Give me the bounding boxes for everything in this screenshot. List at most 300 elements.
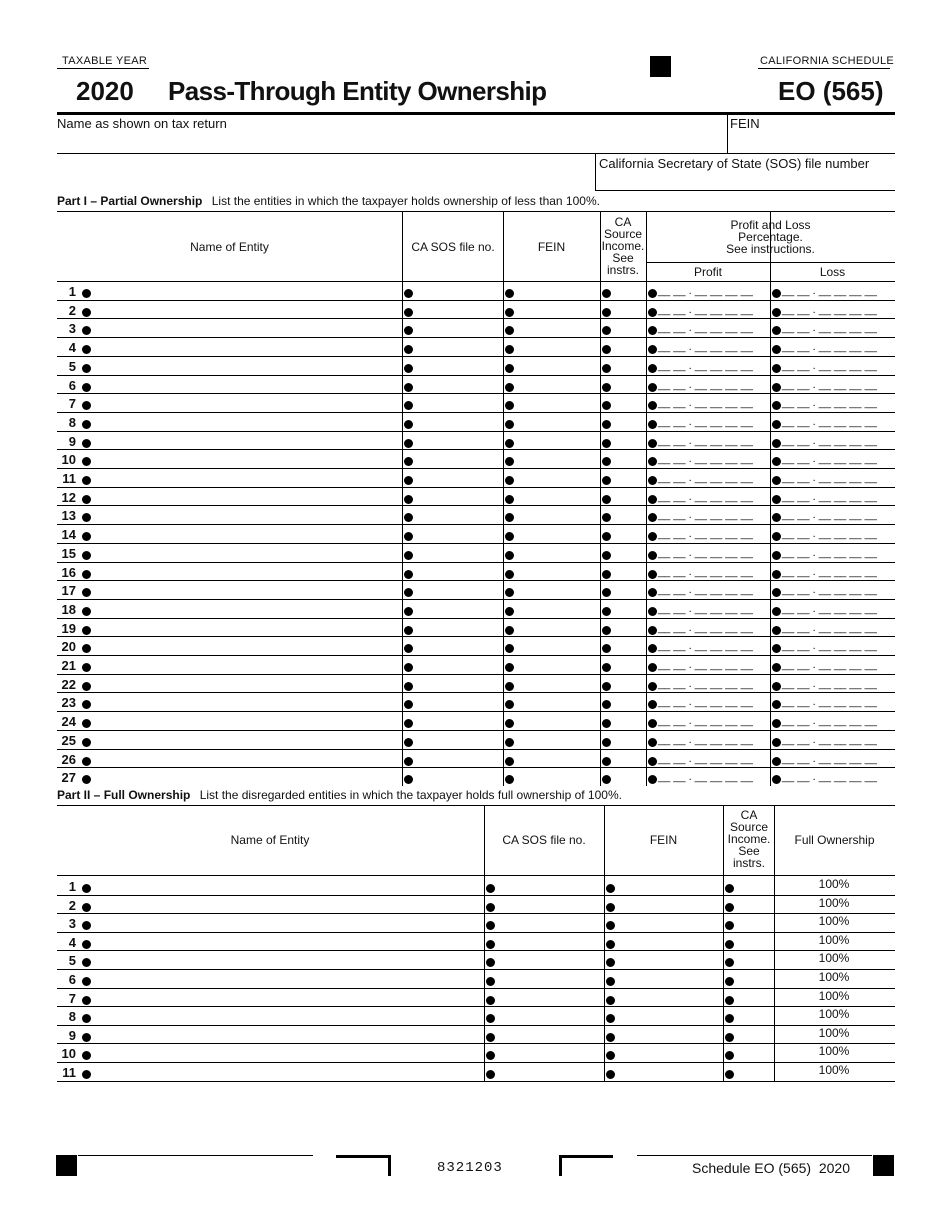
sos-input[interactable]: [498, 952, 600, 968]
entity-name-input[interactable]: [94, 1064, 478, 1080]
loss-percentage-input[interactable]: __ __ . __ __ __ __: [782, 584, 877, 597]
registration-mark-bottom-right: [873, 1155, 894, 1176]
loss-percentage-input[interactable]: __ __ . __ __ __ __: [782, 341, 877, 354]
loss-percentage-input[interactable]: __ __ . __ __ __ __: [782, 490, 877, 503]
fein-divider: [727, 114, 728, 154]
sos-input[interactable]: [416, 433, 498, 449]
fein-input[interactable]: [517, 620, 595, 636]
fein-input[interactable]: [517, 283, 595, 299]
loss-percentage-input[interactable]: __ __ . __ __ __ __: [782, 472, 877, 484]
loss-percentage-input[interactable]: __ __ . __ __ __ __: [782, 378, 877, 391]
fein-input[interactable]: [517, 377, 595, 393]
entity-name-input[interactable]: [94, 489, 394, 505]
ca-source-input[interactable]: [612, 302, 642, 318]
fein-bullet: [505, 439, 514, 448]
fein-input[interactable]: [517, 638, 595, 654]
loss-percentage-input[interactable]: __ __ . __ __ __ __: [782, 640, 877, 653]
fein-input[interactable]: [618, 878, 718, 894]
loss-bullet: [772, 308, 781, 317]
entity-name-input[interactable]: [94, 339, 394, 355]
fein-input[interactable]: [618, 915, 718, 931]
loss-bullet: [772, 757, 781, 766]
fein-input[interactable]: [517, 320, 595, 336]
ca-source-input[interactable]: [612, 489, 642, 505]
sos-input[interactable]: [498, 878, 600, 894]
fein-bullet: [505, 495, 514, 504]
sos-input[interactable]: [416, 601, 498, 617]
form-id: EO (565): [778, 76, 884, 106]
row-number: 6: [68, 972, 76, 987]
part2-col-full: Full Ownership: [794, 833, 875, 847]
ca-source-input[interactable]: [612, 676, 642, 692]
profit-bullet: [648, 308, 657, 317]
sos-input[interactable]: [416, 320, 498, 336]
fein-bullet: [505, 476, 514, 485]
loss-percentage-input[interactable]: __ __ . __ __ __ __: [782, 752, 877, 765]
entity-name-input[interactable]: [94, 582, 394, 598]
sos-input[interactable]: [498, 1064, 600, 1080]
entity-name-input[interactable]: [94, 545, 394, 561]
fein-bullet: [505, 551, 514, 560]
registration-mark-bottom-left: [56, 1155, 77, 1176]
fein-input[interactable]: [517, 601, 595, 617]
profit-percentage-input[interactable]: __ __ . __ __ __ __: [658, 415, 753, 428]
fein-input[interactable]: [517, 582, 595, 598]
ca-source-input[interactable]: [612, 694, 642, 710]
entity-name-input[interactable]: [94, 283, 394, 299]
profit-percentage-input[interactable]: __ __ . __ __ __ __: [658, 490, 753, 503]
sos-input[interactable]: [498, 1027, 600, 1043]
profit-percentage-input[interactable]: __ __ . __ __ __ __: [658, 359, 753, 372]
sos-input[interactable]: [416, 377, 498, 393]
fein-input[interactable]: [618, 990, 718, 1006]
entity-name-input[interactable]: [94, 713, 394, 729]
sos-input[interactable]: [498, 915, 600, 931]
fein-bullet: [606, 1033, 615, 1042]
fein-input[interactable]: [517, 302, 595, 318]
sos-input[interactable]: [498, 897, 600, 913]
loss-percentage-input[interactable]: __ __ . __ __ __ __: [782, 303, 877, 316]
sos-input[interactable]: [416, 769, 498, 785]
sos-input[interactable]: [416, 620, 498, 636]
ca-source-input[interactable]: [737, 934, 771, 950]
ca-source-input[interactable]: [737, 1027, 771, 1043]
loss-bullet: [772, 495, 781, 504]
ca-source-input[interactable]: [612, 395, 642, 411]
fein-input[interactable]: [517, 769, 595, 785]
ca-source-input[interactable]: [737, 1064, 771, 1080]
ca-source-input[interactable]: [737, 1008, 771, 1024]
entity-name-input[interactable]: [94, 507, 394, 523]
ca-source-input[interactable]: [612, 377, 642, 393]
loss-bullet: [772, 626, 781, 635]
sos-bullet: [486, 1070, 495, 1079]
profit-bullet: [648, 495, 657, 504]
fein-input[interactable]: [517, 676, 595, 692]
sos-input[interactable]: [416, 582, 498, 598]
loss-percentage-input[interactable]: __ __ . __ __ __ __: [782, 565, 877, 578]
loss-percentage-input[interactable]: __ __ . __ __ __ __: [782, 434, 877, 447]
fein-input[interactable]: [517, 489, 595, 505]
loss-bullet: [772, 383, 781, 392]
name-field[interactable]: [57, 130, 725, 152]
row-rule: [57, 1081, 895, 1082]
sos-input[interactable]: [416, 414, 498, 430]
row-number: 2: [68, 897, 76, 913]
entity-name-input[interactable]: [94, 620, 394, 636]
entity-name-input[interactable]: [94, 414, 394, 430]
entity-name-input[interactable]: [94, 451, 394, 467]
profit-percentage-input[interactable]: __ __ . __ __ __ __: [658, 659, 753, 671]
ca-source-input[interactable]: [612, 620, 642, 636]
sos-input[interactable]: [498, 934, 600, 950]
loss-percentage-input[interactable]: __ __ . __ __ __ __: [782, 621, 877, 634]
ca-source-input[interactable]: [612, 751, 642, 767]
sos-bullet: [486, 977, 495, 986]
sos-input[interactable]: [498, 971, 600, 987]
ca-source-input[interactable]: [737, 971, 771, 987]
ca-source-input[interactable]: [737, 897, 771, 913]
loss-percentage-input[interactable]: __ __ . __ __ __ __: [782, 546, 877, 559]
ca-source-input[interactable]: [612, 638, 642, 654]
row-number: 9: [68, 433, 76, 449]
ca-source-input[interactable]: [612, 713, 642, 729]
entity-name-input[interactable]: [94, 897, 478, 913]
ca-source-input[interactable]: [737, 990, 771, 1006]
entity-name-bullet: [82, 757, 91, 766]
full-ownership-value: 100%: [818, 1007, 850, 1022]
profit-bullet: [648, 551, 657, 560]
sos-input[interactable]: [416, 545, 498, 561]
sos-input[interactable]: [416, 395, 498, 411]
part2-col-fein: FEIN: [649, 833, 678, 847]
sos-bullet: [404, 570, 413, 579]
profit-percentage-input[interactable]: __ __ . __ __ __ __: [658, 602, 753, 615]
sos-bullet: [404, 607, 413, 616]
fein-field[interactable]: [730, 130, 890, 152]
entity-name-input[interactable]: [94, 751, 394, 767]
ca-source-input[interactable]: [612, 507, 642, 523]
part1-heading: [57, 194, 600, 208]
fein-input[interactable]: [517, 751, 595, 767]
sos-input[interactable]: [416, 638, 498, 654]
loss-percentage-input[interactable]: __ __ . __ __ __ __: [782, 509, 877, 522]
fein-input[interactable]: [517, 507, 595, 523]
entity-name-input[interactable]: [94, 878, 478, 894]
fein-input[interactable]: [618, 952, 718, 968]
sos-input[interactable]: [498, 1045, 600, 1061]
entity-name-input[interactable]: [94, 915, 478, 931]
ca-source-input[interactable]: [612, 339, 642, 355]
sos-input[interactable]: [416, 489, 498, 505]
profit-percentage-input[interactable]: __ __ . __ __ __ __: [658, 397, 753, 410]
entity-name-input[interactable]: [94, 657, 394, 673]
row-number: 16: [61, 564, 76, 580]
profit-bullet: [648, 738, 657, 747]
fein-input[interactable]: [517, 694, 595, 710]
profit-bullet: [648, 383, 657, 392]
row-number: 4: [68, 340, 76, 356]
ca-source-input[interactable]: [612, 769, 642, 785]
ca-source-input[interactable]: [612, 358, 642, 374]
entity-name-input[interactable]: [94, 564, 394, 580]
row-number: 17: [61, 583, 76, 599]
profit-bullet: [648, 663, 657, 672]
ca-source-input[interactable]: [612, 657, 642, 673]
ca-source-input[interactable]: [612, 433, 642, 449]
ca-source-line: instrs.: [732, 856, 765, 870]
fein-input[interactable]: [618, 1008, 718, 1024]
fein-input[interactable]: [517, 395, 595, 411]
part2-top-rule: [57, 805, 895, 806]
loss-percentage-input[interactable]: __ __ . __ __ __ __: [782, 285, 877, 297]
entity-name-input[interactable]: [94, 470, 394, 486]
part2-col-ca-source: [724, 809, 774, 869]
fein-input[interactable]: [517, 470, 595, 486]
entity-name-input[interactable]: [94, 934, 478, 950]
sos-input[interactable]: [416, 451, 498, 467]
row-number: 24: [61, 714, 76, 730]
ca-source-bullet: [602, 607, 611, 616]
fein-input[interactable]: [618, 934, 718, 950]
entity-name-input[interactable]: [94, 1045, 478, 1061]
row-number: 14: [61, 527, 76, 543]
ca-source-input[interactable]: [612, 601, 642, 617]
ca-source-input[interactable]: [737, 878, 771, 894]
profit-percentage-input[interactable]: __ __ . __ __ __ __: [658, 677, 753, 690]
fein-input[interactable]: [517, 414, 595, 430]
ca-source-input[interactable]: [737, 915, 771, 931]
ca-source-bullet: [602, 364, 611, 373]
loss-percentage-input[interactable]: __ __ . __ __ __ __: [782, 696, 877, 709]
profit-percentage-input[interactable]: __ __ . __ __ __ __: [658, 528, 753, 541]
fein-input[interactable]: [618, 971, 718, 987]
sos-input[interactable]: [416, 526, 498, 542]
fein-input[interactable]: [517, 358, 595, 374]
loss-percentage-input[interactable]: __ __ . __ __ __ __: [782, 453, 877, 466]
entity-name-bullet: [82, 663, 91, 672]
fein-bullet: [606, 1070, 615, 1079]
entity-name-input[interactable]: [94, 302, 394, 318]
footer-bracket-left-side: [388, 1155, 391, 1176]
ca-source-bullet: [602, 551, 611, 560]
entity-name-bullet: [82, 289, 91, 298]
profit-percentage-input[interactable]: __ __ . __ __ __ __: [658, 378, 753, 391]
part1-col-fein: FEIN: [537, 240, 566, 254]
entity-name-input[interactable]: [94, 395, 394, 411]
fein-input[interactable]: [618, 1027, 718, 1043]
profit-percentage-input[interactable]: __ __ . __ __ __ __: [658, 341, 753, 354]
entity-name-input[interactable]: [94, 676, 394, 692]
profit-percentage-input[interactable]: __ __ . __ __ __ __: [658, 715, 753, 728]
fein-input[interactable]: [517, 451, 595, 467]
sos-input[interactable]: [416, 283, 498, 299]
sos-input[interactable]: [416, 507, 498, 523]
sos-input[interactable]: [498, 1008, 600, 1024]
profit-percentage-input[interactable]: __ __ . __ __ __ __: [658, 696, 753, 709]
row-number: 4: [68, 934, 76, 950]
footer-rule-left: [78, 1155, 313, 1156]
row-number: 5: [68, 358, 76, 374]
sos-input[interactable]: [498, 990, 600, 1006]
entity-name-input[interactable]: [94, 971, 478, 987]
sos-input[interactable]: [416, 676, 498, 692]
sos-bullet: [404, 682, 413, 691]
loss-percentage-input[interactable]: __ __ . __ __ __ __: [782, 397, 877, 410]
row-number: 9: [68, 1027, 76, 1043]
ca-source-input[interactable]: [612, 526, 642, 542]
sos-input[interactable]: [416, 751, 498, 767]
profit-percentage-input[interactable]: __ __ . __ __ __ __: [658, 453, 753, 466]
entity-name-input[interactable]: [94, 694, 394, 710]
sos-input[interactable]: [416, 657, 498, 673]
entity-name-input[interactable]: [94, 1027, 478, 1043]
profit-percentage-input[interactable]: __ __ . __ __ __ __: [658, 546, 753, 559]
entity-name-input[interactable]: [94, 990, 478, 1006]
row-number: 21: [61, 658, 76, 673]
fein-input[interactable]: [517, 433, 595, 449]
sos-input[interactable]: [416, 713, 498, 729]
fein-input[interactable]: [517, 339, 595, 355]
full-ownership-value: 100%: [818, 988, 850, 1003]
entity-name-bullet: [82, 495, 91, 504]
entity-name-input[interactable]: [94, 601, 394, 617]
ca-source-input[interactable]: [737, 1045, 771, 1061]
profit-percentage-input[interactable]: __ __ . __ __ __ __: [658, 285, 753, 297]
loss-percentage-input[interactable]: __ __ . __ __ __ __: [782, 415, 877, 428]
loss-bullet: [772, 570, 781, 579]
profit-percentage-input[interactable]: __ __ . __ __ __ __: [658, 322, 753, 335]
fein-bullet: [505, 738, 514, 747]
loss-percentage-input[interactable]: __ __ . __ __ __ __: [782, 715, 877, 728]
entity-name-input[interactable]: [94, 358, 394, 374]
ca-source-input[interactable]: [612, 545, 642, 561]
entity-name-input[interactable]: [94, 320, 394, 336]
fein-input[interactable]: [517, 657, 595, 673]
ca-source-input[interactable]: [612, 732, 642, 748]
ca-source-input[interactable]: [737, 952, 771, 968]
fein-input[interactable]: [618, 897, 718, 913]
fein-input[interactable]: [618, 1064, 718, 1080]
profit-percentage-input[interactable]: __ __ . __ __ __ __: [658, 771, 753, 784]
profit-percentage-input[interactable]: __ __ . __ __ __ __: [658, 509, 753, 522]
row-number: 11: [62, 471, 76, 486]
ca-source-input[interactable]: [612, 470, 642, 486]
entity-name-bullet: [82, 551, 91, 560]
sos-bullet: [404, 364, 413, 373]
ca-source-input[interactable]: [612, 564, 642, 580]
profit-bullet: [648, 476, 657, 485]
fein-input[interactable]: [517, 564, 595, 580]
profit-percentage-input[interactable]: __ __ . __ __ __ __: [658, 640, 753, 653]
ca-source-bullet: [602, 439, 611, 448]
full-ownership-value: 100%: [818, 895, 850, 910]
profit-percentage-input[interactable]: __ __ . __ __ __ __: [658, 584, 753, 597]
ca-source-bullet: [725, 884, 734, 893]
part2-col-name: Name of Entity: [230, 833, 310, 847]
entity-name-input[interactable]: [94, 377, 394, 393]
entity-name-bullet: [82, 682, 91, 691]
entity-name-input[interactable]: [94, 1008, 478, 1024]
part2-description: List the disregarded entities in which the taxpayer holds full ownership of 100%.: [199, 788, 622, 802]
sos-input[interactable]: [416, 339, 498, 355]
profit-percentage-input[interactable]: __ __ . __ __ __ __: [658, 733, 753, 746]
sos-bullet: [486, 1033, 495, 1042]
fein-input[interactable]: [618, 1045, 718, 1061]
ca-source-line: Income.: [727, 832, 771, 846]
row-number: 20: [61, 639, 76, 655]
row-number: 1: [68, 284, 76, 299]
sos-input[interactable]: [416, 302, 498, 318]
ca-source-bullet: [602, 682, 611, 691]
fein-input[interactable]: [517, 713, 595, 729]
ca-source-input[interactable]: [612, 582, 642, 598]
sos-bullet: [404, 738, 413, 747]
profit-percentage-input[interactable]: __ __ . __ __ __ __: [658, 621, 753, 634]
full-ownership-value: 100%: [818, 877, 850, 891]
name-row-rule: [57, 153, 895, 154]
sos-input[interactable]: [416, 732, 498, 748]
loss-percentage-input[interactable]: __ __ . __ __ __ __: [782, 322, 877, 335]
profit-percentage-input[interactable]: __ __ . __ __ __ __: [658, 472, 753, 484]
loss-percentage-input[interactable]: __ __ . __ __ __ __: [782, 659, 877, 671]
ca-source-input[interactable]: [612, 283, 642, 299]
profit-percentage-input[interactable]: __ __ . __ __ __ __: [658, 303, 753, 316]
fein-input[interactable]: [517, 732, 595, 748]
fein-bullet: [505, 682, 514, 691]
full-ownership-value: 100%: [818, 951, 850, 966]
ca-source-bullet: [602, 495, 611, 504]
sos-bullet: [404, 663, 413, 672]
entity-name-input[interactable]: [94, 526, 394, 542]
sos-input[interactable]: [416, 564, 498, 580]
entity-name-input[interactable]: [94, 638, 394, 654]
sos-input[interactable]: [416, 694, 498, 710]
profit-percentage-input[interactable]: __ __ . __ __ __ __: [658, 752, 753, 765]
footer-form-ref: Schedule EO (565) 2020: [692, 1160, 850, 1176]
entity-name-input[interactable]: [94, 433, 394, 449]
loss-percentage-input[interactable]: __ __ . __ __ __ __: [782, 359, 877, 372]
entity-name-input[interactable]: [94, 952, 478, 968]
fein-input[interactable]: [517, 545, 595, 561]
profit-percentage-input[interactable]: __ __ . __ __ __ __: [658, 434, 753, 447]
entity-name-input[interactable]: [94, 732, 394, 748]
ca-source-input[interactable]: [612, 414, 642, 430]
schedule-label-underline: [758, 68, 890, 69]
sos-field[interactable]: [599, 171, 889, 189]
loss-percentage-input[interactable]: __ __ . __ __ __ __: [782, 733, 877, 746]
sos-input[interactable]: [416, 470, 498, 486]
part1-col-name: Name of Entity: [190, 240, 269, 254]
fein-input[interactable]: [517, 526, 595, 542]
ca-source-input[interactable]: [612, 451, 642, 467]
footer-bracket-right-side: [559, 1155, 562, 1176]
loss-percentage-input[interactable]: __ __ . __ __ __ __: [782, 602, 877, 615]
sos-input[interactable]: [416, 358, 498, 374]
loss-percentage-input[interactable]: __ __ . __ __ __ __: [782, 677, 877, 690]
ca-source-input[interactable]: [612, 320, 642, 336]
part1-col-loss: Loss: [819, 265, 846, 279]
sos-bullet: [486, 903, 495, 912]
row-number: 8: [68, 1009, 76, 1025]
loss-percentage-input[interactable]: __ __ . __ __ __ __: [782, 528, 877, 541]
loss-percentage-input[interactable]: __ __ . __ __ __ __: [782, 771, 877, 784]
entity-name-input[interactable]: [94, 769, 394, 785]
loss-bullet: [772, 682, 781, 691]
profit-percentage-input[interactable]: __ __ . __ __ __ __: [658, 565, 753, 578]
row-number: 12: [61, 489, 76, 505]
header-rule: [57, 112, 895, 115]
